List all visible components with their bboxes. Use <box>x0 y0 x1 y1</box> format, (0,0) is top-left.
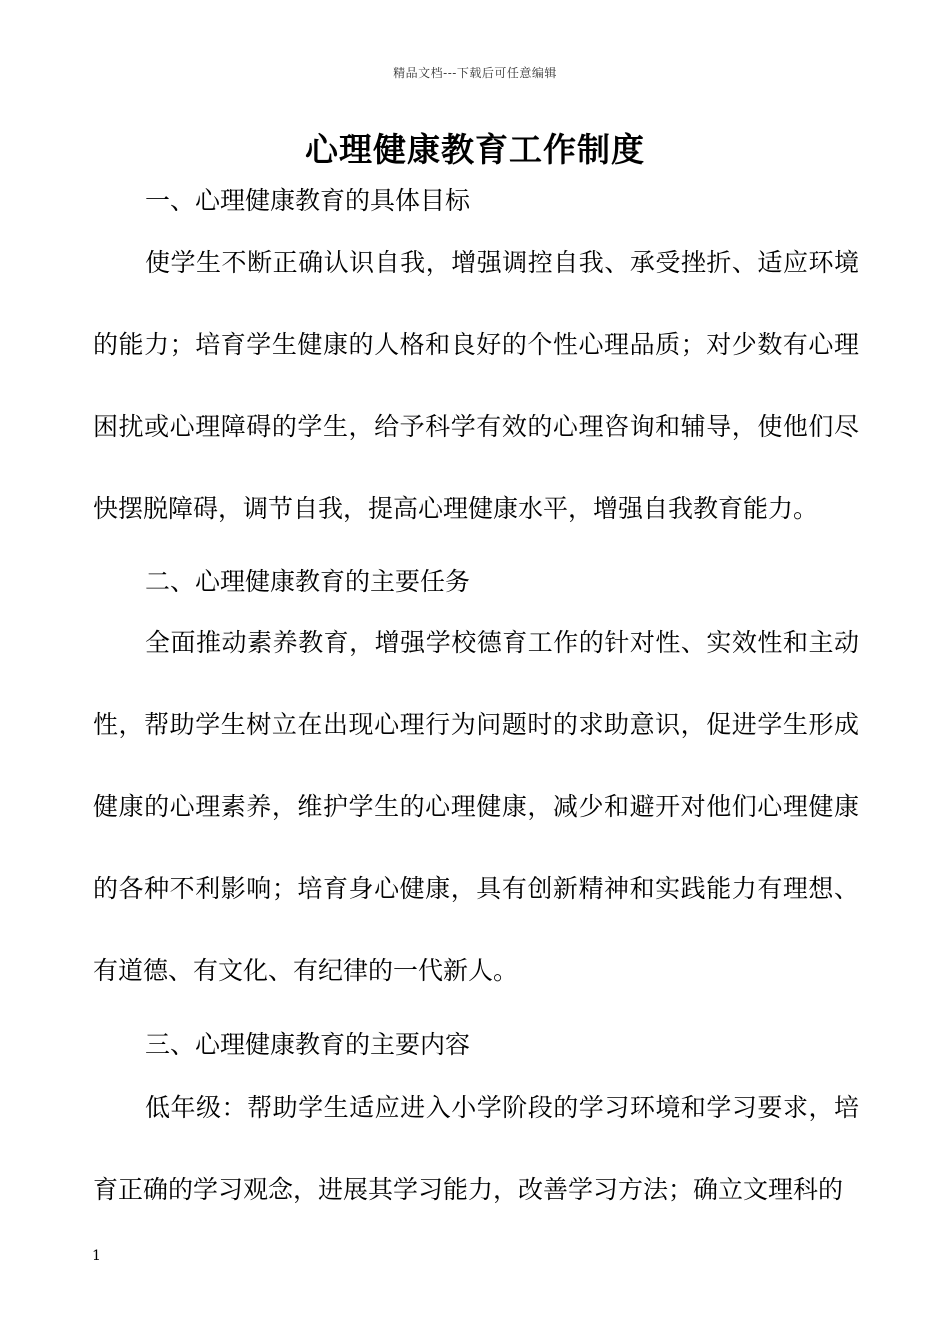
section-paragraph-3: 低年级：帮助学生适应进入小学阶段的学习环境和学习要求，培育正确的学习观念，进展其学习能力，改善学习方法；确立文理科的 <box>93 1093 859 1204</box>
document-title: 心理健康教育工作制度 <box>305 130 645 169</box>
page-number: 1 <box>92 1248 101 1264</box>
section-paragraph-2: 全面推动素养教育，增强学校德育工作的针对性、实效性和主动性，帮助学生树立在出现心理行为问题时的求助意识，促进学生形成健康的心理素养，维护学生的心理健康，减少和避开对他们心理健康的各种不利影响；培育身心健康，具有创新精神和实践能力有理想、有道德、有文化、有纪律的一代新人。 <box>93 628 859 985</box>
section-heading-2: 二、心理健康教育的主要任务 <box>145 567 471 596</box>
section-paragraph-1: 使学生不断正确认识自我，增强调控自我、承受挫折、适应环境的能力；培育学生健康的人格和良好的个性心理品质；对少数有心理困扰或心理障碍的学生，给予科学有效的心理咨询和辅导，使他们尽快摆脱障碍，调节自我，提高心理健康水平，增强自我教育能力。 <box>93 248 859 523</box>
section-heading-1: 一、心理健康教育的具体目标 <box>145 186 471 215</box>
section-heading-3: 三、心理健康教育的主要内容 <box>145 1030 471 1059</box>
header-note: 精品文档---下载后可任意编辑 <box>393 66 557 80</box>
